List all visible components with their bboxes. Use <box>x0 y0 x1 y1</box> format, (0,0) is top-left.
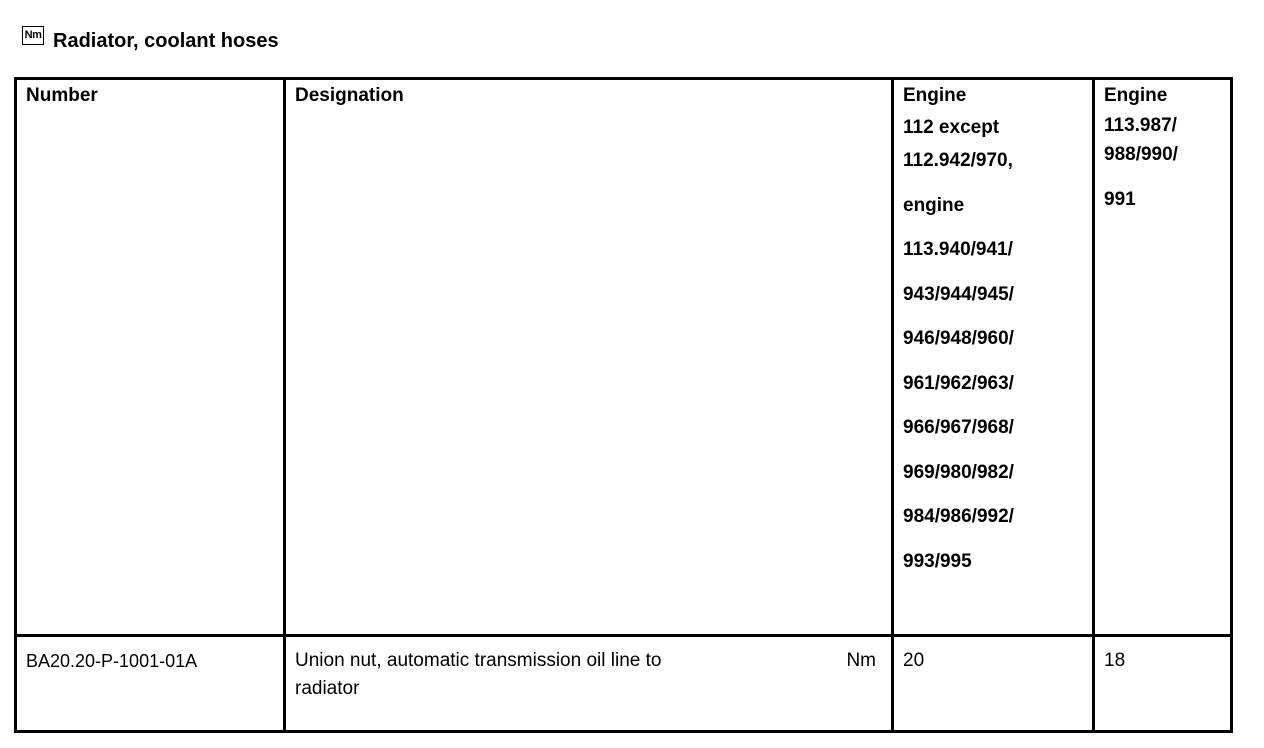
engine-112-lines: Engine 112 except 112.942/970, engine 113.940/941/ 943/944/945/ 946/948/960/ 961/962/963/ 966/967/968/ 969/980/982/ 984/986/992/ 993/995 <box>903 85 1014 572</box>
cell-number: BA20.20-P-1001-01A <box>16 636 285 732</box>
header-designation: Designation <box>285 79 893 636</box>
header-engine-113 <box>1094 79 1232 636</box>
header-number: Number <box>16 79 285 636</box>
table-header-row <box>16 79 1232 636</box>
cell-designation <box>285 636 893 732</box>
table-row <box>16 636 1232 732</box>
section-title: Radiator, coolant hoses <box>53 30 279 52</box>
engine-113-lines: Engine 113.987/ 988/990/ 991 <box>1104 85 1178 210</box>
torque-nm-icon: Nm <box>22 26 44 45</box>
designation-text: Union nut, automatic transmission oil line to radiator <box>295 650 662 699</box>
cell-engine-112-value: 20 <box>893 636 1094 732</box>
section-heading <box>22 26 279 53</box>
header-engine-112 <box>893 79 1094 636</box>
unit-label: Nm <box>846 650 876 671</box>
torque-spec-table <box>14 77 1233 733</box>
cell-engine-113-value: 18 <box>1094 636 1232 732</box>
